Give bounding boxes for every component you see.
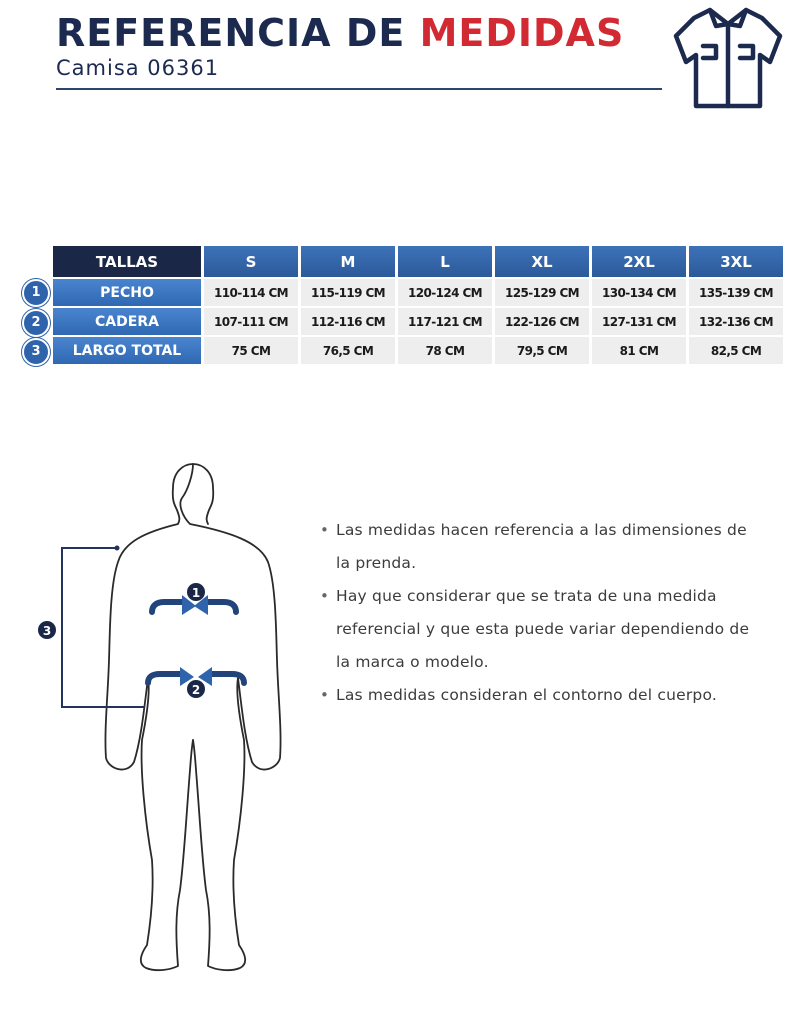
row-label: CADERA	[53, 308, 201, 335]
sizes-header: TALLAS	[53, 246, 201, 277]
table-cell: 107-111 CM	[204, 308, 298, 335]
size-header-cell: 2XL	[592, 246, 686, 277]
table-cell: 125-129 CM	[495, 279, 589, 306]
size-header-cell: XL	[495, 246, 589, 277]
size-header-cell: S	[204, 246, 298, 277]
row-label: LARGO TOTAL	[53, 337, 201, 364]
row-number-badge: 3	[22, 338, 50, 366]
row-number-badge: 2	[22, 309, 50, 337]
size-header-cell: L	[398, 246, 492, 277]
note-item	[318, 679, 758, 712]
table-cell: 79,5 CM	[495, 337, 589, 364]
size-chart-table	[50, 244, 786, 366]
table-cell: 115-119 CM	[301, 279, 395, 306]
bracket-end-dot	[115, 546, 120, 551]
table-row-hip	[53, 308, 783, 335]
table-cell: 122-126 CM	[495, 308, 589, 335]
marker-number: 1	[191, 586, 201, 600]
table-cell: 117-121 CM	[398, 308, 492, 335]
table-cell: 81 CM	[592, 337, 686, 364]
table-cell: 132-136 CM	[689, 308, 783, 335]
note-item	[318, 580, 758, 679]
measurement-bracket-length	[62, 548, 145, 707]
page-title	[56, 10, 624, 56]
table-cell: 120-124 CM	[398, 279, 492, 306]
bullet-icon: •	[320, 521, 330, 539]
marker-length	[38, 621, 56, 639]
title-part-1: REFERENCIA DE	[56, 11, 406, 55]
title-part-2: MEDIDAS	[419, 11, 625, 55]
table-row-chest	[53, 279, 783, 306]
marker-chest	[187, 583, 205, 601]
table-cell: 110-114 CM	[204, 279, 298, 306]
note-text: Las medidas hacen referencia a las dimensiones de la prenda.	[336, 521, 747, 572]
bullet-icon: •	[320, 686, 330, 704]
bullet-icon: •	[320, 587, 330, 605]
row-number-badge: 1	[22, 279, 50, 307]
marker-number: 3	[42, 624, 52, 638]
size-header-cell: M	[301, 246, 395, 277]
table-cell: 76,5 CM	[301, 337, 395, 364]
table-cell: 112-116 CM	[301, 308, 395, 335]
table-cell: 75 CM	[204, 337, 298, 364]
size-header-cell: 3XL	[689, 246, 783, 277]
note-text: Las medidas consideran el contorno del cuerpo.	[336, 686, 717, 704]
marker-number: 2	[191, 683, 201, 697]
table-cell: 82,5 CM	[689, 337, 783, 364]
marker-hip	[187, 680, 205, 698]
body-outline	[105, 464, 280, 970]
size-header-row	[53, 246, 783, 277]
body-measurement-figure	[20, 440, 320, 1000]
table-row-length	[53, 337, 783, 364]
header-divider	[56, 88, 662, 90]
table-cell: 127-131 CM	[592, 308, 686, 335]
shirt-icon	[672, 2, 784, 112]
row-label: PECHO	[53, 279, 201, 306]
table-cell: 78 CM	[398, 337, 492, 364]
table-cell: 130-134 CM	[592, 279, 686, 306]
measurement-notes	[318, 514, 758, 712]
note-text: Hay que considerar que se trata de una medida referencial y que esta puede variar dependiendo de la marca o modelo.	[336, 587, 750, 671]
note-item	[318, 514, 758, 580]
product-subtitle: Camisa 06361	[56, 56, 220, 80]
table-cell: 135-139 CM	[689, 279, 783, 306]
